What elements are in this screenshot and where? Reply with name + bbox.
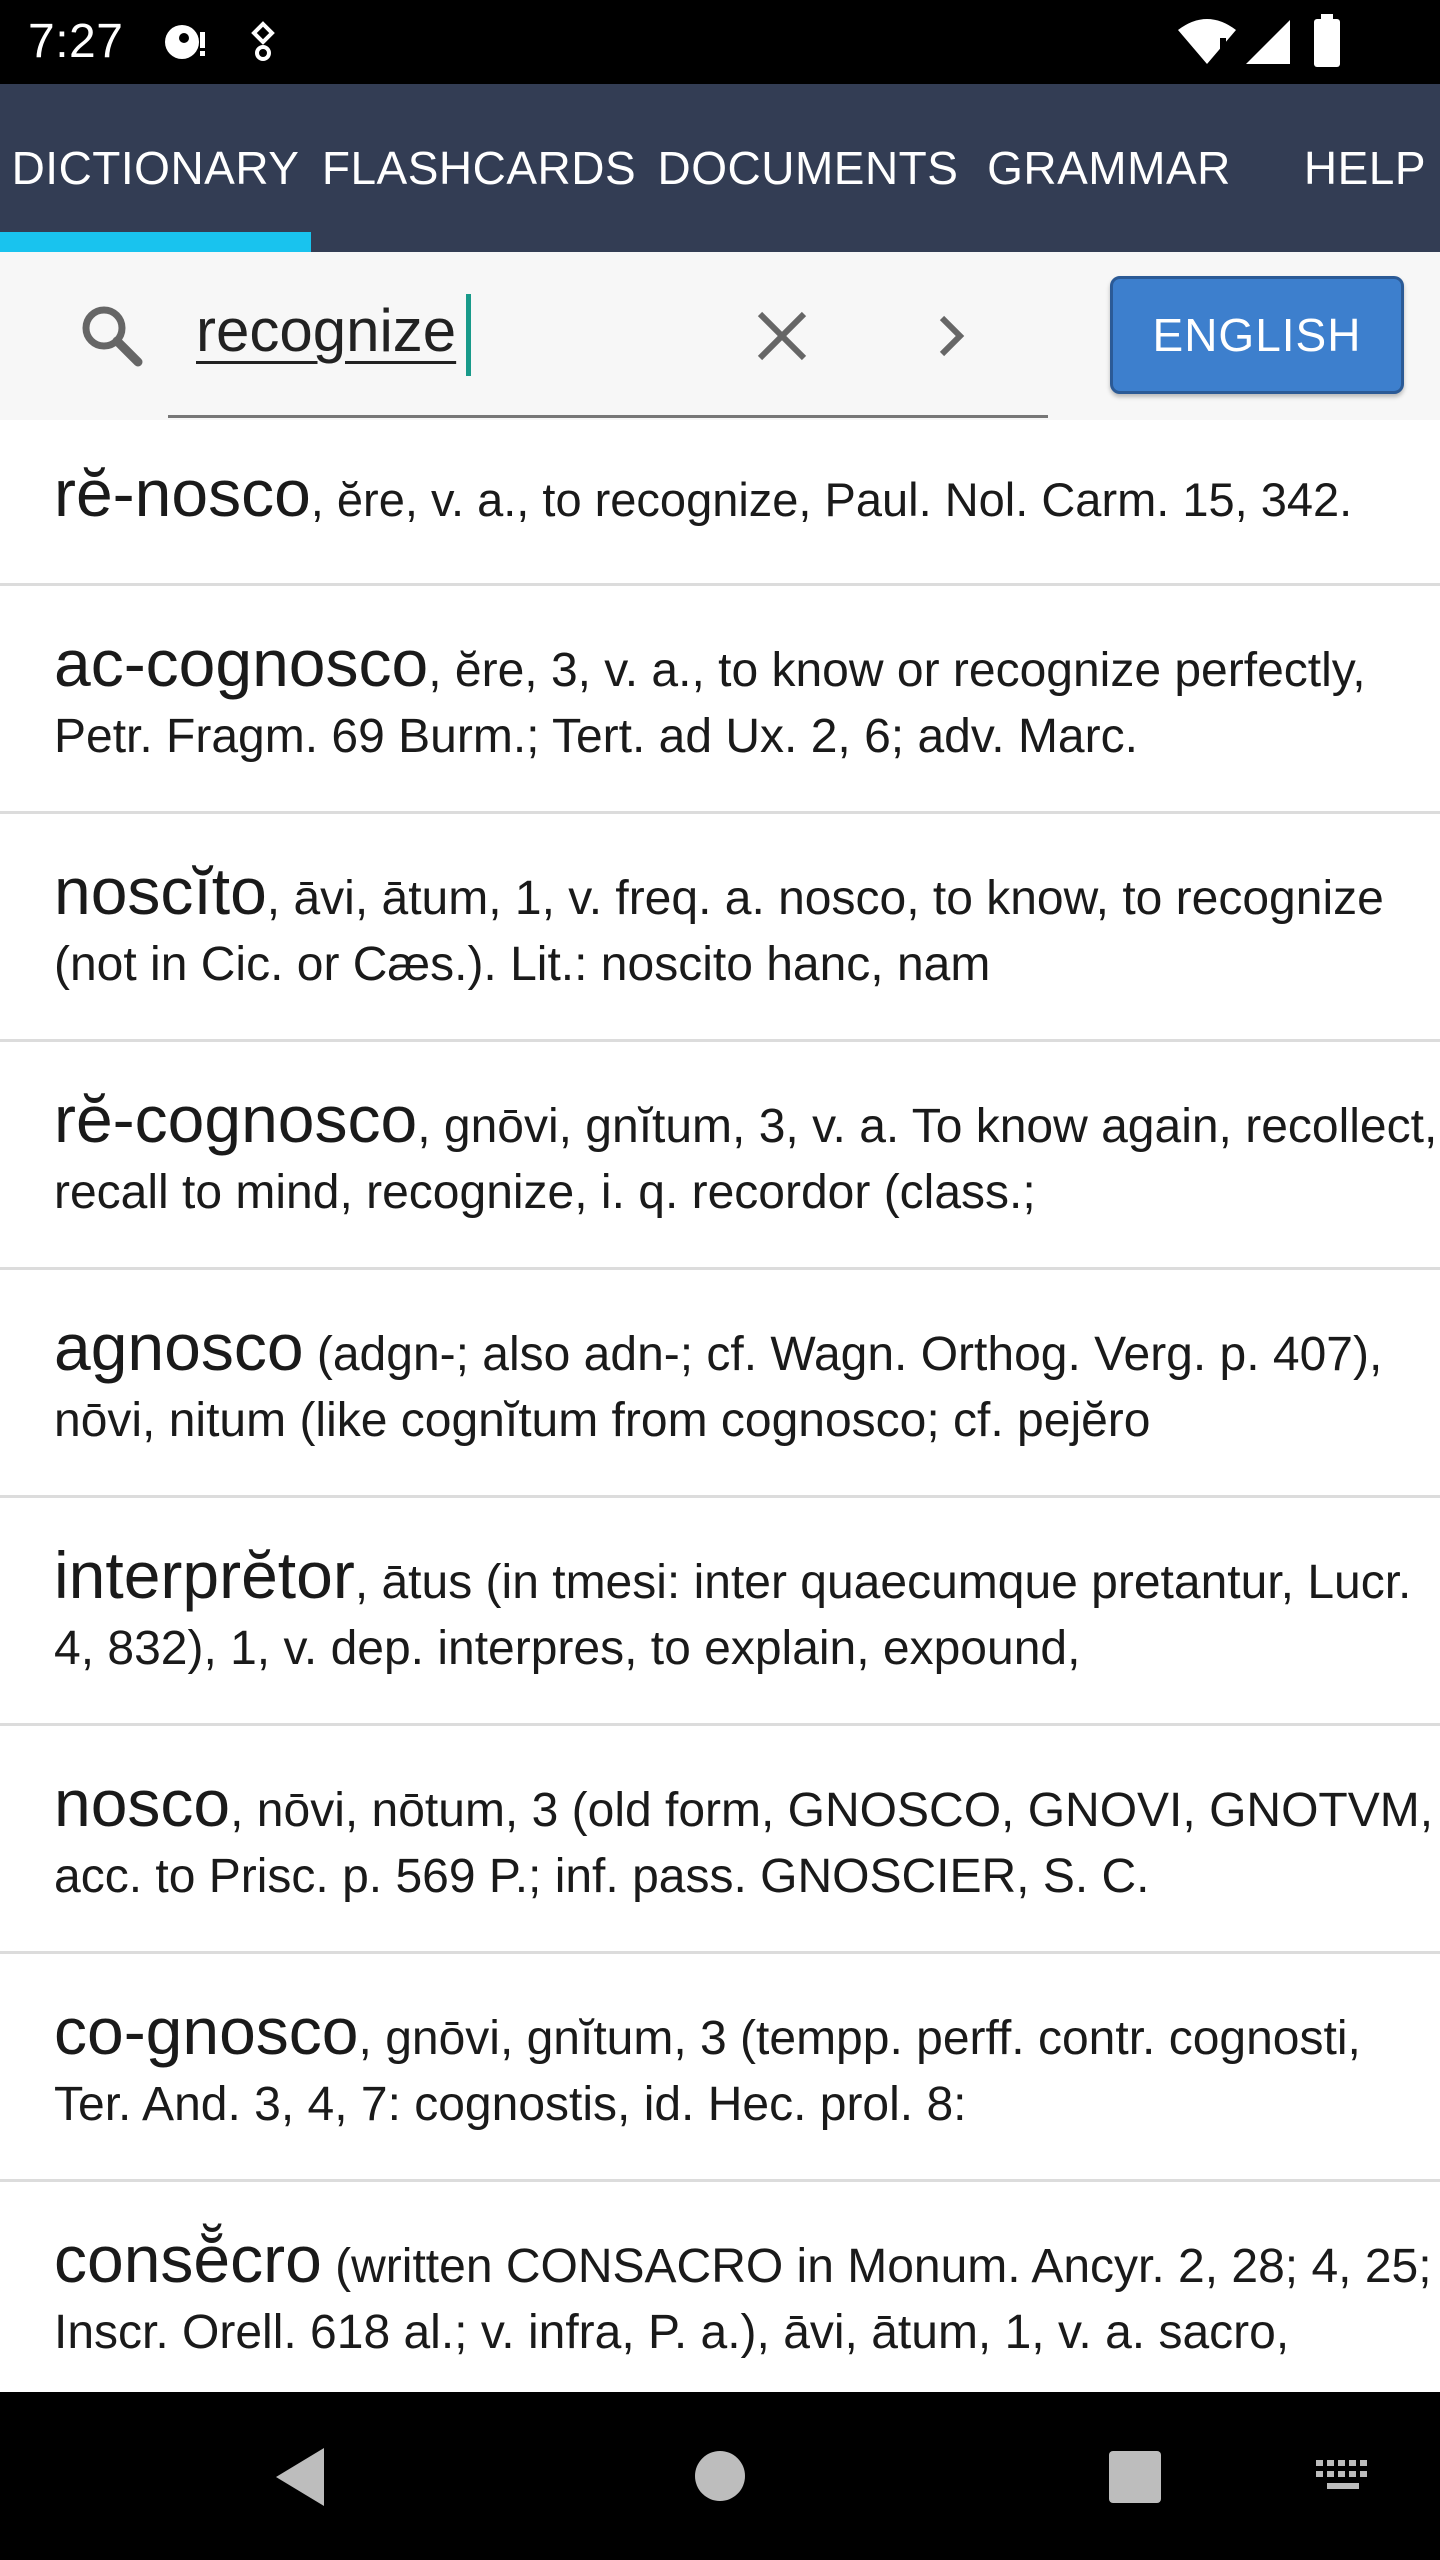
usb-debug-icon [246, 20, 280, 64]
definition: , gnōvi, gnĭtum, 3, v. a. To know again, recollect, recall to mind, recognize, i. q. recordor (class.; [54, 1100, 1438, 1219]
headword: consĕ̆cro [54, 2222, 322, 2296]
definition: (adgn-; also adn-; cf. Wagn. Orthog. Verg. p. 407), nōvi, nitum (like cognĭtum from cognosco; cf. pejĕro [54, 1328, 1383, 1447]
definition: , āvi, ātum, 1, v. freq. a. nosco, to know, to recognize (not in Cic. or Cæs.). Lit.: noscito hanc, nam [54, 872, 1384, 991]
signal-icon [1244, 18, 1292, 66]
list-item[interactable] [0, 814, 1440, 1042]
text-cursor [466, 294, 471, 376]
headword: rĕ-cognosco [54, 1082, 418, 1156]
list-item[interactable] [0, 1270, 1440, 1498]
wifi-icon [1176, 18, 1238, 66]
definition: (written CONSACRO in Monum. Ancyr. 2, 28; 4, 25; Inscr. Orell. 618 al.; v. infra, P. a.), āvi, ātum, 1, v. a. sacro, [54, 2240, 1432, 2359]
keyboard-icon[interactable] [1314, 2458, 1372, 2498]
definition: , ĕre, v. a., to recognize, Paul. Nol. Carm. 15, 342. [310, 473, 1353, 526]
tab-help[interactable] [1290, 84, 1440, 252]
tab-label: GRAMMAR [987, 142, 1231, 194]
language-button[interactable] [1110, 276, 1404, 394]
tab-documents[interactable] [647, 84, 969, 252]
tab-flashcards[interactable] [311, 84, 647, 252]
definition: , nōvi, nōtum, 3 (old form, GNOSCO, GNOVI, GNOTVM, acc. to Prisc. p. 569 P.; inf. pass. GNOSCIER, S. C. [54, 1784, 1434, 1903]
list-item[interactable] [0, 420, 1440, 586]
recents-icon[interactable] [1108, 2450, 1162, 2504]
definition: , ātus (in tmesi: inter quaecumque pretantur, Lucr. 4, 832), 1, v. dep. interpres, to explain, expound, [54, 1556, 1412, 1675]
search-underline [168, 415, 1048, 418]
active-tab-indicator [0, 232, 311, 252]
navigation-bar [0, 2392, 1440, 2560]
tab-grammar[interactable] [969, 84, 1249, 252]
headword: agnosco [54, 1310, 304, 1384]
tab-label: FLASHCARDS [321, 142, 637, 194]
status-bar [0, 0, 1440, 84]
tab-label: HELP [1303, 142, 1427, 194]
list-item[interactable] [0, 1042, 1440, 1270]
notification-icon [162, 20, 212, 64]
tab-bar [0, 84, 1440, 252]
language-button-label: ENGLISH [1152, 309, 1362, 361]
clear-icon[interactable] [752, 306, 812, 366]
headword: ac-cognosco [54, 626, 429, 700]
chevron-right-icon[interactable] [930, 310, 970, 362]
tab-label: DICTIONARY [11, 142, 300, 194]
tab-label: DOCUMENTS [657, 142, 959, 194]
search-icon [78, 302, 144, 368]
home-icon[interactable] [694, 2450, 746, 2502]
definition: , gnōvi, gnĭtum, 3 (tempp. perff. contr. cognosti, Ter. And. 3, 4, 7: cognostis, id. Hec. prol. 8: [54, 2012, 1361, 2131]
headword: interprĕtor [54, 1538, 355, 1612]
headword: nosco [54, 1766, 231, 1840]
headword: co-gnosco [54, 1994, 359, 2068]
list-item[interactable] [0, 1954, 1440, 2182]
search-input[interactable]: recognize [196, 297, 457, 364]
headword: noscĭto [54, 854, 267, 928]
list-item[interactable] [0, 2182, 1440, 2392]
tab-dictionary[interactable] [0, 84, 311, 252]
battery-icon [1312, 14, 1342, 68]
list-item[interactable] [0, 586, 1440, 814]
list-item[interactable] [0, 1726, 1440, 1954]
definition: , ĕre, 3, v. a., to know or recognize perfectly, Petr. Fragm. 69 Burm.; Tert. ad Ux. 2, 6; adv. Marc. [54, 644, 1366, 763]
list-item[interactable] [0, 1498, 1440, 1726]
headword: rĕ-nosco [54, 456, 311, 530]
status-time: 7:27 [28, 15, 124, 68]
back-icon[interactable] [270, 2444, 332, 2510]
